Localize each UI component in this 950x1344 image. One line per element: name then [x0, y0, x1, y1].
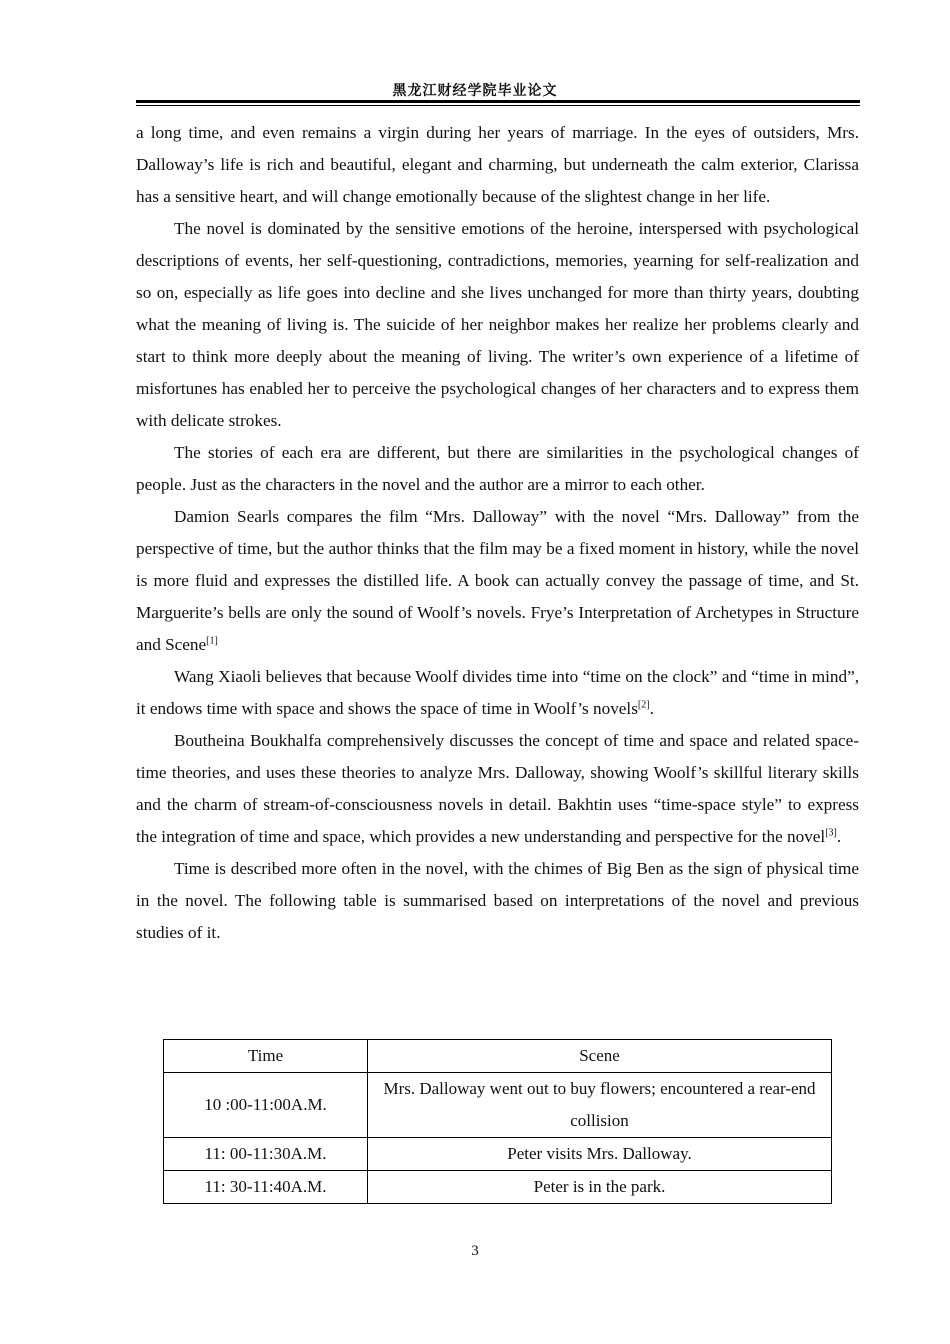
table-cell-scene: Mrs. Dalloway went out to buy flowers; encountered a rear-end collision	[368, 1073, 832, 1138]
paragraph: Damion Searls compares the film “Mrs. Dalloway” with the novel “Mrs. Dalloway” from the perspective of time, but the author thinks that the film may be a fixed moment in history, while the novel is more fluid and expresses the distilled life. A book can actually convey the passage of time, and St. Marguerite’s bells are only the sound of Woolf’s novels. Frye’s Interpretation of Archetypes in Structure and Scene[1]	[136, 507, 859, 654]
header-rule-thin	[136, 105, 860, 106]
citation-ref: [3]	[825, 827, 837, 839]
table-cell-time: 10 :00-11:00A.M.	[164, 1073, 368, 1138]
table-cell-scene: Peter is in the park.	[368, 1171, 832, 1204]
citation-ref: [1]	[206, 635, 218, 647]
table-row	[164, 1138, 832, 1171]
table-row	[164, 1171, 832, 1204]
body-text	[136, 117, 859, 949]
header-rule-thick	[136, 100, 860, 103]
table-header-time: Time	[164, 1040, 368, 1073]
table-cell-scene: Peter visits Mrs. Dalloway.	[368, 1138, 832, 1171]
paragraph: The novel is dominated by the sensitive emotions of the heroine, interspersed with psychological descriptions of events, her self-questioning, contradictions, memories, yearning for self-realization and so on, especially as life goes into decline and she lives unchanged for more than thirty years, doubting what the meaning of living is. The suicide of her neighbor makes her realize her problems clearly and start to think more deeply about the meaning of living. The writer’s own experience of a lifetime of misfortunes has enabled her to perceive the psychological changes of her characters and to express them with delicate strokes.	[136, 219, 859, 430]
page-number: 3	[471, 1243, 479, 1259]
table-row	[164, 1073, 832, 1138]
time-scene-table	[163, 1039, 832, 1204]
paragraph: The stories of each era are different, but there are similarities in the psychological changes of people. Just as the characters in the novel and the author are a mirror to each other.	[136, 443, 859, 494]
page-header-title: 黑龙江财经学院毕业论文	[392, 83, 558, 99]
table-header-row	[164, 1040, 832, 1073]
paragraph: Time is described more often in the novel, with the chimes of Big Ben as the sign of physical time in the novel. The following table is summarised based on interpretations of the novel and previous studies of it.	[136, 859, 859, 942]
citation-ref: [2]	[637, 699, 650, 711]
paragraph: Wang Xiaoli believes that because Woolf divides time into “time on the clock” and “time in mind”, it endows time with space and shows the space of time in Woolf’s novels[2].	[136, 667, 859, 718]
paragraph: Boutheina Boukhalfa comprehensively discusses the concept of time and space and related space-time theories, and uses these theories to analyze Mrs. Dalloway, showing Woolf’s skillful literary skills and the charm of stream-of-consciousness novels in detail. Bakhtin uses “time-space style” to express the integration of time and space, which provides a new understanding and perspective for the novel[3].	[136, 731, 859, 846]
table-cell-time: 11: 00-11:30A.M.	[164, 1138, 368, 1171]
table-header-scene: Scene	[368, 1040, 832, 1073]
table-cell-time: 11: 30-11:40A.M.	[164, 1171, 368, 1204]
paragraph: a long time, and even remains a virgin during her years of marriage. In the eyes of outsiders, Mrs. Dalloway’s life is rich and beautiful, elegant and charming, but underneath the calm exterior, Clarissa has a sensitive heart, and will change emotionally because of the slightest change in her life.	[136, 123, 859, 206]
